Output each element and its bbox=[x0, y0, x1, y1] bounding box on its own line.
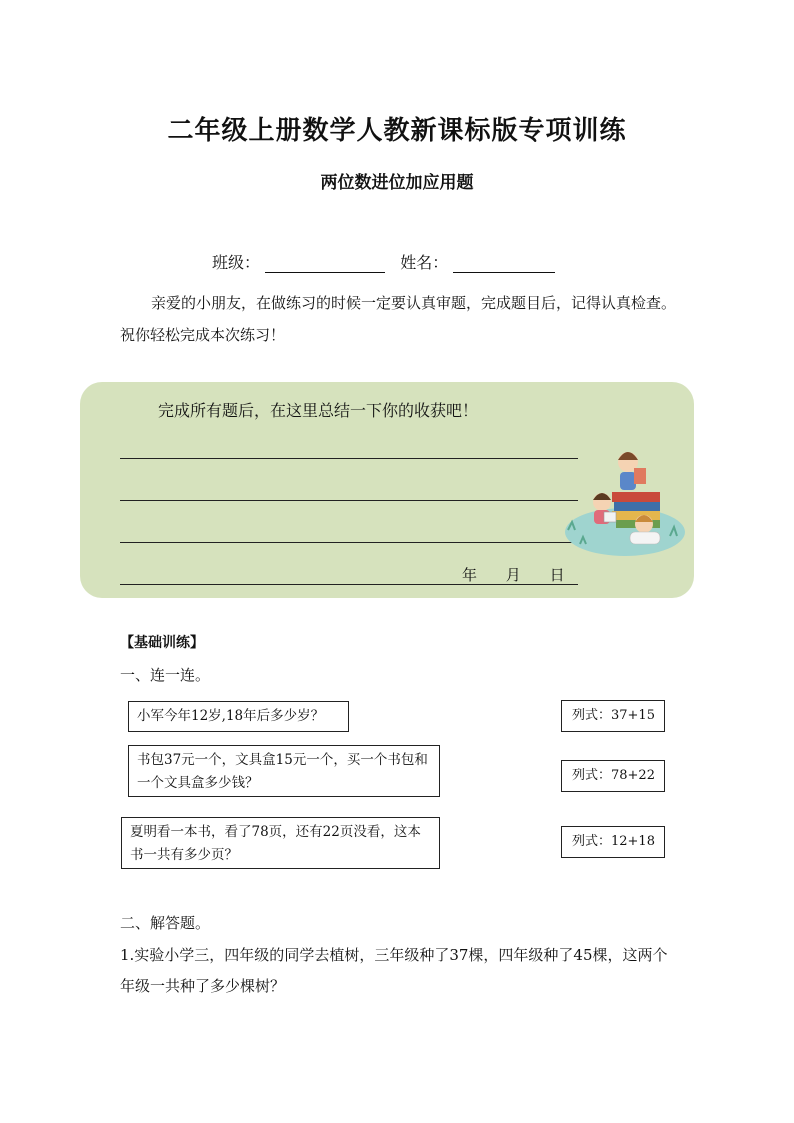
class-blank[interactable] bbox=[265, 252, 385, 273]
part2-heading: 二、解答题。 bbox=[120, 914, 211, 932]
student-info-row bbox=[212, 250, 555, 276]
intro-text: 亲爱的小朋友，在做练习的时候一定要认真审题，完成题目后，记得认真检查。祝你轻松完成本次练习！ bbox=[120, 294, 677, 344]
date-year-label: 年 bbox=[462, 566, 478, 584]
page-title: 二年级上册数学人教新课标版专项训练 bbox=[167, 116, 627, 146]
kids-reading-illustration bbox=[560, 440, 690, 565]
summary-date bbox=[462, 564, 589, 585]
summary-prompt: 完成所有题后，在这里总结一下你的收获吧！ bbox=[158, 401, 479, 420]
page-subtitle: 两位数进位加应用题 bbox=[320, 173, 474, 193]
section-label: 【基础训练】 bbox=[120, 635, 204, 651]
name-label: 姓名： bbox=[400, 253, 449, 272]
summary-write-line[interactable] bbox=[120, 458, 578, 459]
question-box[interactable]: 小军今年12岁,18年后多少岁？ bbox=[128, 701, 349, 732]
summary-write-line[interactable] bbox=[120, 500, 578, 501]
name-blank[interactable] bbox=[453, 252, 555, 273]
book-stack-icon bbox=[612, 492, 660, 502]
summary-write-line[interactable] bbox=[120, 542, 578, 543]
formula-box[interactable]: 列式：12+18 bbox=[561, 826, 665, 858]
class-label: 班级： bbox=[212, 253, 261, 272]
formula-box[interactable]: 列式：37+15 bbox=[561, 700, 665, 732]
question-box[interactable]: 书包37元一个，文具盒15元一个，买一个书包和一个文具盒多少钱？ bbox=[128, 745, 440, 797]
question-box[interactable]: 夏明看一本书，看了78页，还有22页没看，这本书一共有多少页？ bbox=[121, 817, 440, 869]
part1-heading: 一、连一连。 bbox=[120, 666, 211, 684]
problem-1-text: 1.实验小学三，四年级的同学去植树，三年级种了37棵，四年级种了45棵，这两个年级一共种了多少棵树？ bbox=[120, 946, 668, 995]
formula-box[interactable]: 列式：78+22 bbox=[561, 760, 665, 792]
date-month-label: 月 bbox=[505, 566, 521, 584]
date-day-label: 日 bbox=[549, 566, 565, 584]
